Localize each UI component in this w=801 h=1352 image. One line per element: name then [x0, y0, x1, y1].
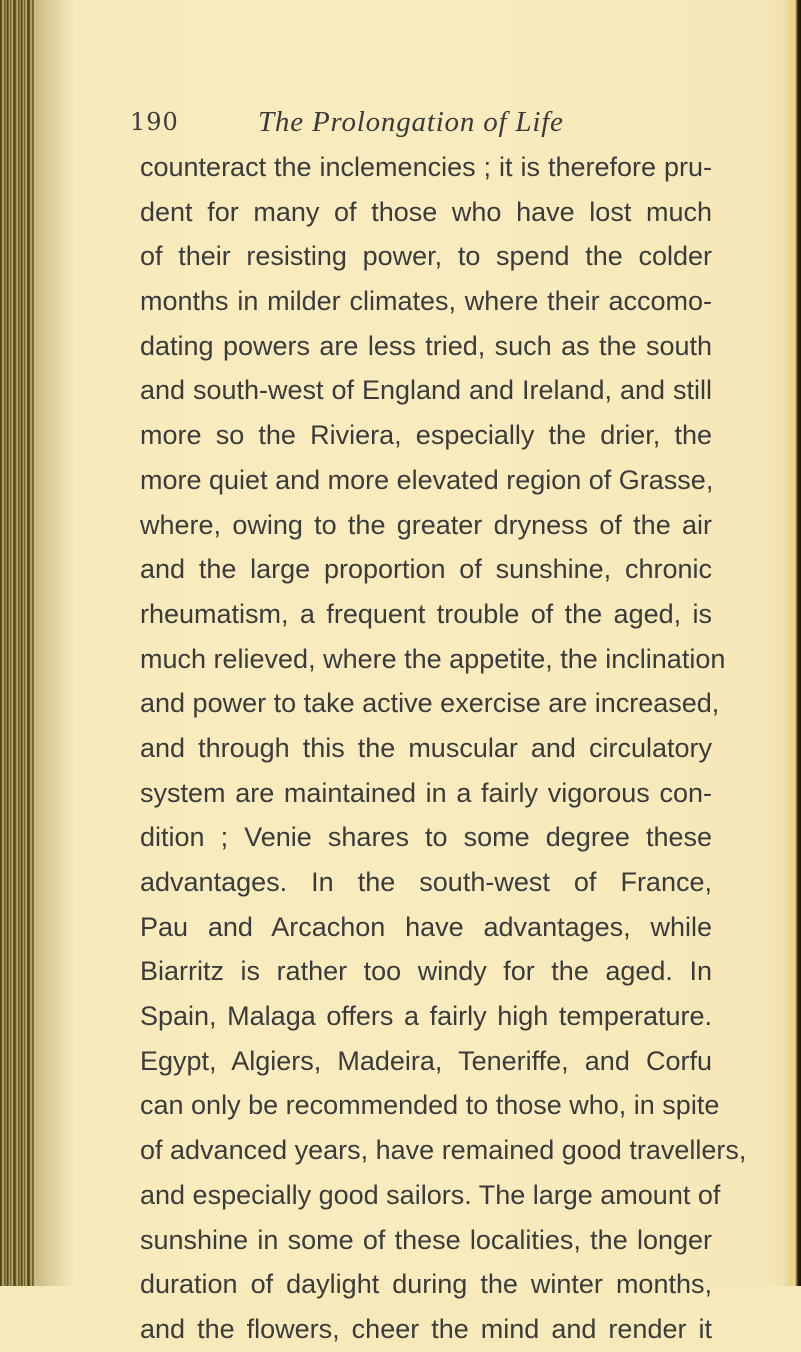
text-line: and south-west of England and Ireland, and still	[140, 375, 712, 406]
text-line: more so the Riviera, especially the drier, the	[140, 420, 712, 451]
text-line: can only be recommended to those who, in spite	[140, 1090, 720, 1121]
text-line: and the flowers, cheer the mind and render it	[140, 1313, 712, 1344]
text-line: rheumatism, a frequent trouble of the aged, is	[140, 598, 712, 629]
text-line: and power to take active exercise are increased,	[140, 688, 720, 719]
page-edge	[783, 0, 801, 1286]
text-line: counteract the inclemencies ; it is therefore pru-	[140, 152, 712, 182]
running-head	[130, 104, 730, 144]
text-line: Pau and Arcachon have advantages, while	[140, 911, 712, 942]
text-line: much relieved, where the appetite, the inclination	[140, 643, 726, 674]
body-text	[140, 145, 747, 1352]
text-line: of advanced years, have remained good travellers,	[140, 1135, 747, 1166]
text-line: months in milder climates, where their accomo-	[140, 286, 712, 317]
text-line: where, owing to the greater dryness of the air	[140, 509, 712, 540]
page-number: 190	[130, 108, 179, 136]
text-line: Spain, Malaga offers a fairly high temperature.	[140, 1001, 712, 1032]
text-line: and especially good sailors. The large amount of	[140, 1179, 721, 1210]
text-line: and through this the muscular and circulatory	[140, 732, 712, 763]
text-line: sunshine in some of these localities, the longer	[140, 1224, 712, 1255]
text-line: dition ; Venie shares to some degree these	[140, 822, 712, 853]
text-line: of their resisting power, to spend the colder	[140, 241, 712, 272]
text-line: and the large proportion of sunshine, chronic	[140, 554, 712, 585]
book-gutter	[0, 0, 34, 1286]
text-line: dent for many of those who have lost much	[140, 196, 712, 227]
text-line: duration of daylight during the winter months,	[140, 1269, 712, 1300]
text-line: Biarritz is rather too windy for the aged. In	[140, 956, 712, 987]
gutter-shadow	[34, 0, 74, 1286]
text-line: dating powers are less tried, such as the south	[140, 330, 712, 361]
text-line: advantages. In the south-west of France,	[140, 867, 712, 897]
text-line: more quiet and more elevated region of Grasse,	[140, 464, 714, 495]
running-title: The Prolongation of Life	[258, 106, 564, 138]
text-line: Egypt, Algiers, Madeira, Teneriffe, and Corfu	[140, 1045, 712, 1076]
text-line: system are maintained in a fairly vigorous con-	[140, 777, 712, 808]
